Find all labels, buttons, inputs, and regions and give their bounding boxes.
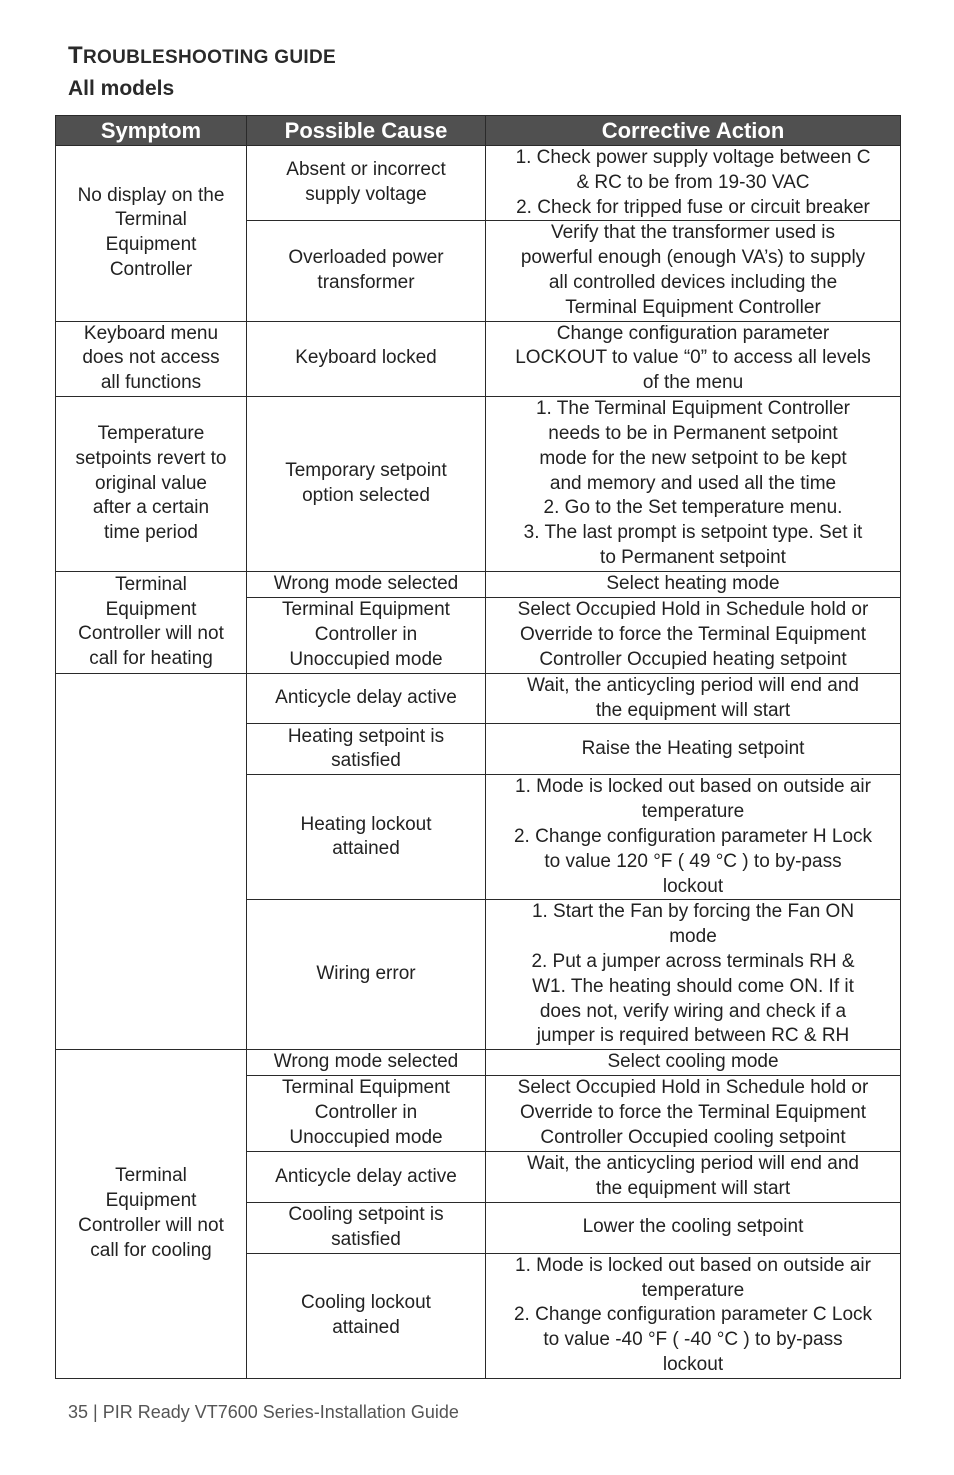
header-symptom: Symptom [56, 116, 247, 146]
cause-cell [247, 571, 486, 597]
cell-line: & RC to be from 19-30 VAC [576, 171, 810, 193]
cause-cell [247, 597, 486, 673]
cause-cell [247, 221, 486, 321]
cell-line: powerful enough (enough VA’s) to supply [520, 247, 866, 269]
cell-line: lockout [662, 1353, 724, 1375]
cell-line: the equipment will start [595, 699, 791, 721]
cell-line: 1. Start the Fan by forcing the Fan ON [531, 901, 855, 923]
cell-line: Terminal Equipment [282, 1077, 450, 1099]
cell-line: satisfied [331, 1228, 401, 1250]
cell-line: Absent or incorrect [286, 159, 446, 181]
symptom-cell [56, 1050, 247, 1379]
cell-line: Select Occupied Hold in Schedule hold or [517, 1077, 869, 1099]
cell-line: call for heating [89, 648, 213, 670]
cell-line: Keyboard locked [295, 347, 437, 369]
cell-line: 2. Check for tripped fuse or circuit breaker [516, 196, 870, 218]
cell-line: Verify that the transformer used is [550, 222, 836, 244]
cell-line: to value 120 °F ( 49 °C ) to by-pass [544, 850, 842, 872]
cell-line: and memory and used all the time [549, 472, 837, 494]
cause-cell [247, 321, 486, 396]
cause-cell [247, 146, 486, 221]
cell-line: attained [332, 838, 400, 860]
cause-cell [247, 900, 486, 1050]
action-cell [486, 146, 901, 221]
cell-line: Heating lockout [300, 813, 432, 835]
cause-cell [247, 1152, 486, 1203]
cell-line: Temperature [97, 422, 205, 444]
cell-line: Controller Occupied heating setpoint [539, 648, 847, 670]
action-cell [486, 321, 901, 396]
symptom-cell [56, 673, 247, 1049]
cell-line: time period [104, 522, 198, 544]
cell-line: Unoccupied mode [289, 1127, 443, 1149]
cell-line: does not access [82, 347, 220, 369]
cell-line: to Permanent setpoint [600, 546, 786, 568]
cell-line: 1. Mode is locked out based on outside air [515, 776, 871, 798]
cell-line: Cooling lockout [301, 1291, 431, 1313]
cause-cell [247, 724, 486, 775]
cell-line: Overloaded power [288, 247, 444, 269]
cell-line: Equipment [105, 234, 197, 256]
cell-line: satisfied [331, 750, 401, 772]
cell-line: temperature [641, 801, 745, 823]
page-title-rest: ROUBLESHOOTING GUIDE [82, 47, 336, 68]
cell-line: the equipment will start [595, 1177, 791, 1199]
cell-line: Terminal [115, 209, 187, 231]
table-row [56, 396, 901, 571]
page-title [68, 42, 336, 70]
cell-line: Terminal Equipment Controller [565, 296, 821, 318]
cell-line: to value -40 °F ( -40 °C ) to by-pass [543, 1329, 843, 1351]
cell-line: lockout [662, 875, 724, 897]
page-footer: 35 | PIR Ready VT7600 Series-Installation Guide [68, 1402, 459, 1422]
table-row [56, 673, 901, 724]
action-cell [486, 1152, 901, 1203]
cell-line: option selected [302, 484, 430, 506]
cell-line: mode for the new setpoint to be kept [539, 447, 847, 469]
action-cell [486, 1253, 901, 1378]
cell-line: jumper is required between RC & RH [536, 1025, 850, 1047]
table-row [56, 146, 901, 221]
page-subtitle: All models [68, 77, 175, 100]
cell-line: Equipment [105, 598, 197, 620]
cell-line: Controller in [314, 1102, 418, 1124]
cause-cell [247, 1076, 486, 1152]
cell-line: 2. Change configuration parameter C Lock [513, 1304, 873, 1326]
table-row [56, 1050, 901, 1076]
cell-line: No display on the [77, 184, 225, 206]
cell-line: Wrong mode selected [273, 572, 459, 594]
cell-line: supply voltage [305, 184, 427, 206]
cell-line: Cooling setpoint is [288, 1203, 444, 1225]
cell-line: Controller Occupied cooling setpoint [540, 1127, 846, 1149]
cell-line: attained [332, 1316, 400, 1338]
action-cell [486, 571, 901, 597]
cell-line: Select cooling mode [607, 1051, 779, 1073]
table-row [56, 571, 901, 597]
page-title-initial: T [68, 42, 83, 69]
cell-line: 2. Go to the Set temperature menu. [543, 497, 843, 519]
action-cell [486, 1076, 901, 1152]
cell-line: 1. The Terminal Equipment Controller [535, 398, 850, 420]
cell-line: Override to force the Terminal Equipment [519, 623, 867, 645]
cell-line: Keyboard menu [83, 322, 219, 344]
cell-line: 1. Mode is locked out based on outside air [515, 1254, 871, 1276]
cell-line: Terminal [115, 1165, 187, 1187]
cell-line: Temporary setpoint [285, 460, 447, 482]
cause-cell [247, 1050, 486, 1076]
cause-cell [247, 673, 486, 724]
action-cell [486, 597, 901, 673]
action-cell [486, 1202, 901, 1253]
troubleshooting-table [55, 115, 901, 1379]
header-corrective-action: Corrective Action [486, 116, 901, 146]
cell-line: Terminal Equipment [282, 599, 450, 621]
cell-line: temperature [641, 1279, 745, 1301]
cell-line: Heating setpoint is [287, 725, 445, 747]
action-cell [486, 724, 901, 775]
cause-cell [247, 1202, 486, 1253]
cell-line: Controller in [314, 623, 418, 645]
action-cell [486, 396, 901, 571]
cell-line: Controller will not [78, 1214, 224, 1236]
symptom-cell [56, 146, 247, 322]
cell-line: transformer [317, 271, 415, 293]
cell-line: Raise the Heating setpoint [581, 737, 805, 759]
cell-line: Wait, the anticycling period will end and [527, 1153, 859, 1175]
cell-line: Select Occupied Hold in Schedule hold or [517, 599, 869, 621]
cell-line: Wiring error [316, 963, 416, 985]
cell-line: Wrong mode selected [273, 1051, 459, 1073]
action-cell [486, 673, 901, 724]
cell-line: LOCKOUT to value “0” to access all levels [515, 347, 871, 369]
symptom-cell [56, 571, 247, 673]
cell-line: Anticycle delay active [275, 687, 457, 709]
cell-line: all controlled devices including the [548, 271, 838, 293]
cell-line: 2. Put a jumper across terminals RH & [531, 950, 855, 972]
cell-line: call for cooling [90, 1239, 212, 1261]
cell-line: Change configuration parameter [556, 322, 830, 344]
action-cell [486, 900, 901, 1050]
cell-line: after a certain [92, 497, 210, 519]
cause-cell [247, 1253, 486, 1378]
cause-cell [247, 396, 486, 571]
cell-line: mode [669, 926, 717, 948]
cell-line: Select heating mode [606, 572, 780, 594]
action-cell [486, 1050, 901, 1076]
cell-line: Controller will not [78, 623, 224, 645]
cell-line: Override to force the Terminal Equipment [519, 1102, 867, 1124]
cell-line: 2. Change configuration parameter H Lock [513, 825, 873, 847]
cell-line: Anticycle delay active [275, 1165, 457, 1187]
action-cell [486, 775, 901, 900]
cause-cell [247, 775, 486, 900]
cell-line: needs to be in Permanent setpoint [548, 422, 838, 444]
cell-line: all functions [100, 372, 202, 394]
cell-line: 1. Check power supply voltage between C [515, 147, 871, 168]
cell-line: Wait, the anticycling period will end and [527, 674, 859, 696]
table-header-row [56, 116, 901, 146]
symptom-cell [56, 396, 247, 571]
cell-line: Lower the cooling setpoint [582, 1216, 804, 1238]
table-row [56, 321, 901, 396]
cell-line: original value [95, 472, 207, 494]
cell-line: W1. The heating should come ON. If it [532, 975, 854, 997]
cell-line: 3. The last prompt is setpoint type. Set it [523, 522, 863, 544]
cell-line: Unoccupied mode [289, 648, 443, 670]
cell-line: Controller [109, 259, 193, 281]
cell-line: setpoints revert to [75, 447, 227, 469]
header-possible-cause: Possible Cause [247, 116, 486, 146]
cell-line: Terminal [115, 573, 187, 595]
cell-line: Equipment [105, 1190, 197, 1212]
cell-line: does not, verify wiring and check if a [539, 1000, 847, 1022]
symptom-cell [56, 321, 247, 396]
cell-line: of the menu [642, 372, 744, 394]
action-cell [486, 221, 901, 321]
